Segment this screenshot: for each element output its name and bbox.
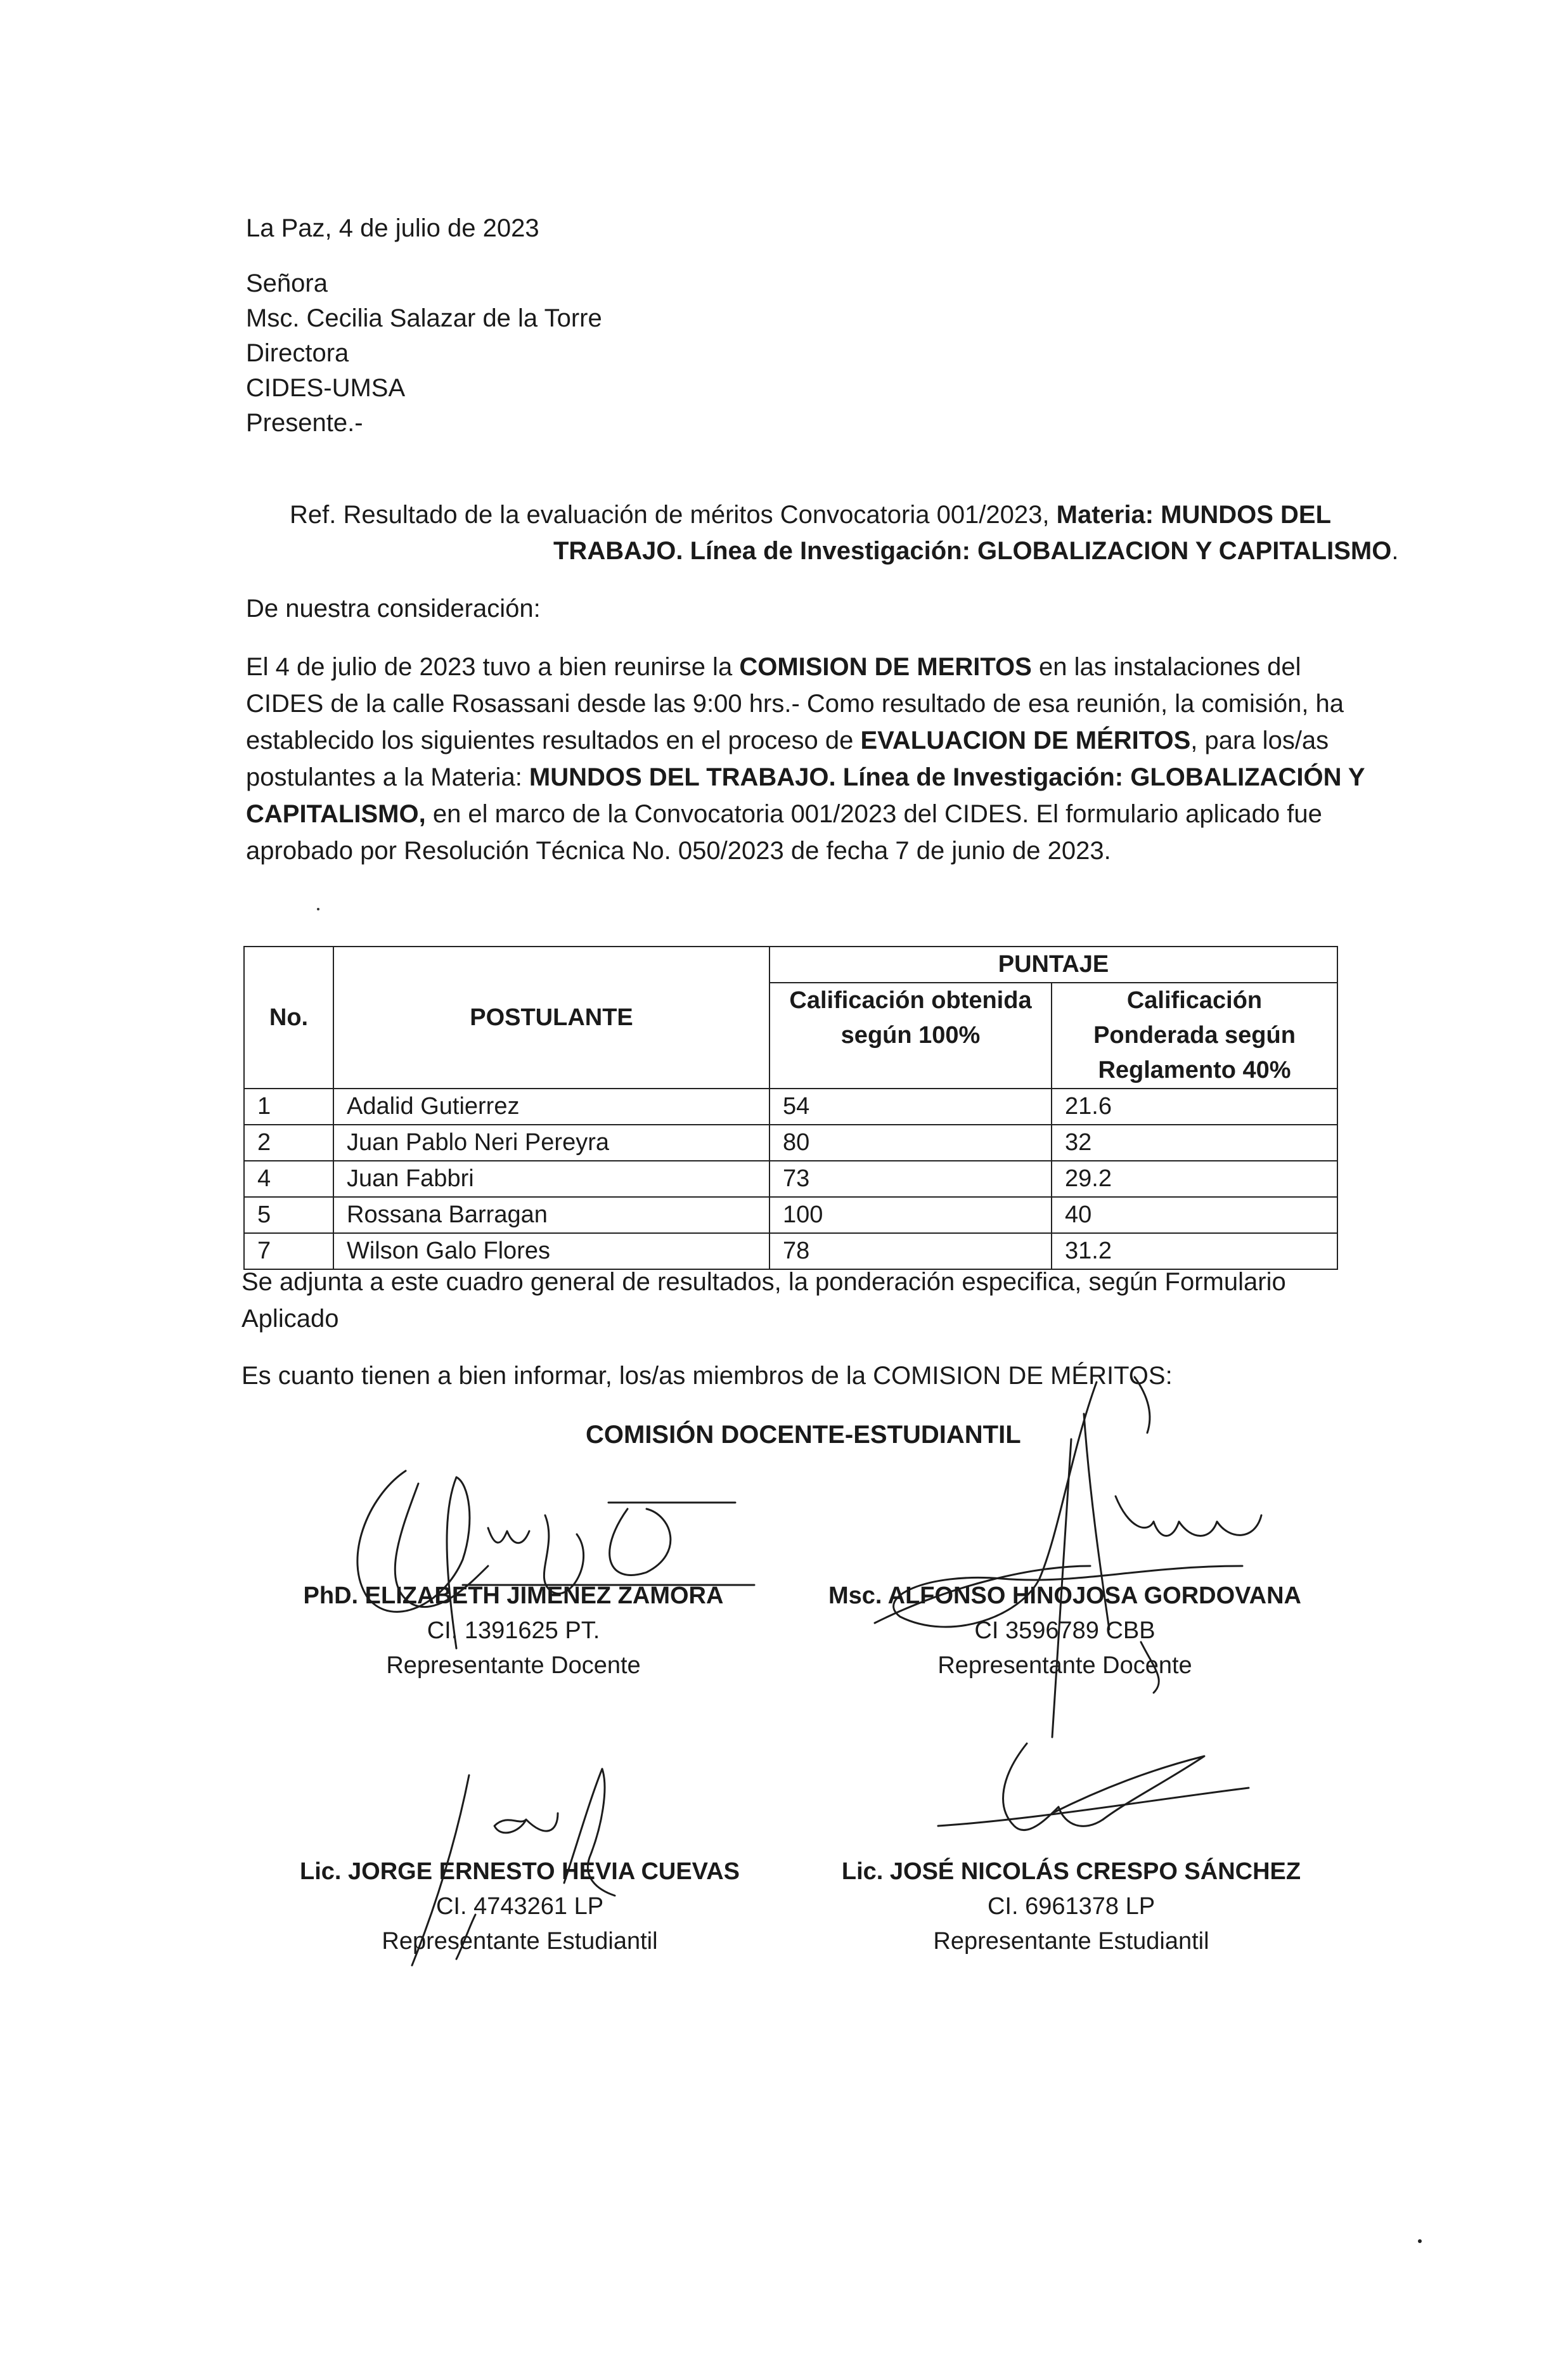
reference-plain: Ref. Resultado de la evaluación de méritos Convocatoria 001/2023, — [290, 501, 1057, 529]
cell-no: 5 — [244, 1197, 333, 1233]
recipient-title: Directora — [246, 339, 349, 367]
cell-no: 1 — [244, 1089, 333, 1125]
cell-weighted: 32 — [1052, 1125, 1337, 1161]
cell-no: 4 — [244, 1161, 333, 1197]
closing-sentence: Es cuanto tienen a bien informar, los/as miembros de la COMISION DE MÉRITOS: — [241, 1362, 1173, 1390]
reference-subject: Materia: MUNDOS DEL — [1056, 501, 1332, 529]
body-line: aprobado por Resolución Técnica No. 050/2023 de fecha 7 de junio de 2023. — [246, 837, 1111, 865]
commission-title: COMISIÓN DOCENTE-ESTUDIANTIL — [586, 1421, 1021, 1449]
signature-hevia — [399, 1762, 666, 1972]
header-puntaje: PUNTAJE — [769, 947, 1337, 983]
attachment-note — [241, 1264, 1286, 1337]
signature-crespo — [938, 1737, 1268, 1864]
signature-jimenez — [342, 1458, 761, 1661]
body-text: en las instalaciones del — [1031, 653, 1301, 681]
body-line — [246, 649, 1342, 685]
reference-line-2 — [553, 534, 1398, 569]
cell-no: 7 — [244, 1233, 333, 1269]
body-text: , para los/as — [1190, 727, 1329, 754]
body-text: postulantes a la Materia: — [246, 763, 529, 791]
cell-weighted: 21.6 — [1052, 1089, 1337, 1125]
recipient-block — [246, 266, 602, 441]
cell-weighted: 31.2 — [1052, 1233, 1337, 1269]
body-text: El 4 de julio de 2023 tuvo a bien reunirse la — [246, 653, 740, 681]
header-weighted-line: Calificación — [1126, 987, 1263, 1014]
scan-speck — [1418, 2239, 1422, 2243]
letter-date: La Paz, 4 de julio de 2023 — [246, 214, 539, 242]
header-score-line: según 100% — [840, 1022, 981, 1049]
cell-score: 73 — [769, 1161, 1052, 1197]
cell-score: 78 — [769, 1233, 1052, 1269]
cell-name: Rossana Barragan — [333, 1197, 769, 1233]
table-row — [244, 1197, 1337, 1233]
cell-name: Wilson Galo Flores — [333, 1233, 769, 1269]
recipient-salutation: Señora — [246, 269, 328, 297]
header-score-line: Calificación obtenida — [789, 987, 1032, 1014]
greeting: De nuestra consideración: — [246, 595, 541, 623]
cell-weighted: 40 — [1052, 1197, 1337, 1233]
table-header-row — [244, 947, 1337, 983]
body-text: en el marco de la Convocatoria 001/2023 del CIDES. El formulario aplicado fue — [425, 800, 1322, 828]
cell-score: 80 — [769, 1125, 1052, 1161]
signatory-role: Representante Docente — [386, 1652, 641, 1679]
header-weighted — [1052, 983, 1337, 1089]
header-weighted-line: Ponderada según — [1093, 1022, 1296, 1049]
signatory-block — [811, 1854, 1331, 1959]
body-emphasis: MUNDOS DEL TRABAJO. Línea de Investigación: GLOBALIZACIÓN Y — [529, 763, 1365, 791]
cell-score: 54 — [769, 1089, 1052, 1125]
body-emphasis: COMISION DE MERITOS — [739, 653, 1032, 681]
body-text: establecido los siguientes resultados en el proceso de — [246, 727, 861, 754]
header-no: No. — [244, 947, 333, 1089]
note-line: Se adjunta a este cuadro general de resultados, la ponderación especifica, según Formulario — [241, 1268, 1286, 1296]
signatory-name: Lic. JOSÉ NICOLÁS CRESPO SÁNCHEZ — [841, 1858, 1301, 1885]
body-line — [246, 722, 1342, 759]
table-row — [244, 1125, 1337, 1161]
cell-name: Juan Pablo Neri Pereyra — [333, 1125, 769, 1161]
signature-hinojosa — [875, 1376, 1268, 1756]
results-table — [243, 946, 1338, 1270]
header-weighted-line: Reglamento 40% — [1098, 1057, 1291, 1083]
body-line — [246, 796, 1342, 832]
body-emphasis: EVALUACION DE MÉRITOS — [860, 727, 1191, 754]
recipient-institution: CIDES-UMSA — [246, 374, 406, 402]
signatory-name: Msc. ALFONSO HINOJOSA GORDOVANA — [828, 1582, 1301, 1609]
signatory-id: CI. 1391625 PT. — [427, 1617, 600, 1644]
cell-name: Juan Fabbri — [333, 1161, 769, 1197]
reference-period: . — [1391, 537, 1399, 565]
signatory-id: CI. 6961378 LP — [987, 1893, 1156, 1920]
cell-score: 100 — [769, 1197, 1052, 1233]
table-row — [244, 1089, 1337, 1125]
header-postulante: POSTULANTE — [333, 947, 769, 1089]
reference-research-line: TRABAJO. Línea de Investigación: GLOBALIZACION Y CAPITALISMO — [553, 537, 1392, 565]
signatory-role: Representante Docente — [937, 1652, 1192, 1679]
recipient-presente: Presente.- — [246, 409, 363, 437]
signatory-id: CI. 4743261 LP — [435, 1893, 604, 1920]
cell-name: Adalid Gutierrez — [333, 1089, 769, 1125]
note-line: Aplicado — [241, 1305, 339, 1333]
body-emphasis: CAPITALISMO, — [246, 800, 426, 828]
body-line: CIDES de la calle Rosassani desde las 9:00 hrs.- Como resultado de esa reunión, la comisión, ha — [246, 690, 1344, 718]
reference-line-1 — [290, 498, 1331, 533]
signatory-name: Lic. JORGE ERNESTO HEVIA CUEVAS — [299, 1858, 740, 1885]
body-line — [246, 759, 1365, 796]
table-row — [244, 1161, 1337, 1197]
signatory-name: PhD. ELIZABETH JIMENEZ ZAMORA — [303, 1582, 724, 1609]
body-paragraph — [246, 649, 1365, 869]
scan-speck — [317, 908, 319, 910]
cell-no: 2 — [244, 1125, 333, 1161]
signatory-role: Representante Estudiantil — [933, 1928, 1209, 1955]
signatory-role: Representante Estudiantil — [382, 1928, 658, 1955]
cell-weighted: 29.2 — [1052, 1161, 1337, 1197]
header-score — [769, 983, 1052, 1089]
recipient-name: Msc. Cecilia Salazar de la Torre — [246, 304, 602, 332]
signatory-id: CI 3596789 CBB — [974, 1617, 1156, 1644]
